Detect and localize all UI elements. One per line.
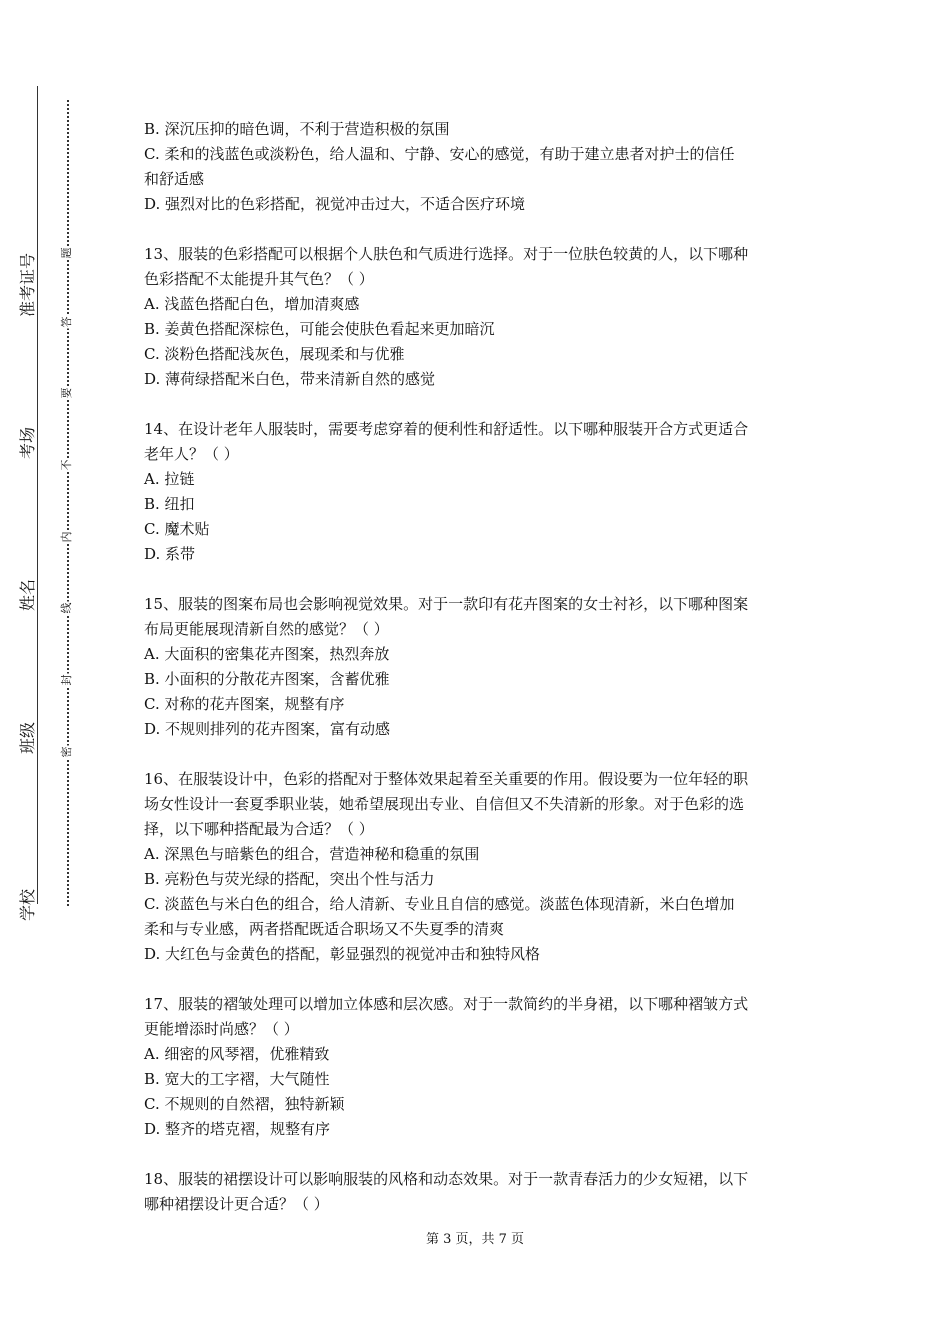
question-stem: 色彩搭配不太能提升其气色？（ ） bbox=[144, 270, 374, 288]
option-b: B. 纽扣 bbox=[144, 495, 195, 513]
option-b: B. 深沉压抑的暗色调，不利于营造积极的氛围 bbox=[144, 120, 450, 138]
question-13 bbox=[144, 242, 816, 392]
question-stem: 场女性设计一套夏季职业装，她希望展现出专业、自信但又不失清新的形象。对于色彩的选 bbox=[144, 795, 745, 813]
question-stem: 哪种裙摆设计更合适？（ ） bbox=[144, 1195, 329, 1213]
page-content bbox=[144, 117, 816, 1217]
seal-char-yao: 要 bbox=[60, 387, 73, 399]
seal-char-xian: 线 bbox=[60, 602, 73, 614]
option-c: C. 淡粉色搭配浅灰色，展现柔和与优雅 bbox=[144, 345, 405, 363]
option-d: D. 整齐的塔克褶，规整有序 bbox=[144, 1120, 331, 1138]
option-c: C. 淡蓝色与米白色的组合，给人清新、专业且自信的感觉。淡蓝色体现清新，米白色增加 bbox=[144, 895, 735, 913]
option-b: B. 宽大的工字褶，大气随性 bbox=[144, 1070, 330, 1088]
option-c-continued: 柔和与专业感，两者搭配既适合职场又不失夏季的清爽 bbox=[144, 920, 505, 938]
seal-char-mi: 密 bbox=[60, 746, 73, 758]
question-stem: 布局更能展现清新自然的感觉？（ ） bbox=[144, 620, 389, 638]
school-label: 学校 bbox=[18, 888, 37, 922]
option-c-continued: 和舒适感 bbox=[144, 170, 205, 188]
option-b: B. 亮粉色与荧光绿的搭配，突出个性与活力 bbox=[144, 870, 435, 888]
option-d: D. 不规则排列的花卉图案，富有动感 bbox=[144, 720, 391, 738]
seal-char-bu: 不 bbox=[60, 459, 73, 471]
seal-char-ti: 题 bbox=[60, 247, 73, 259]
exam-room-label: 考场 bbox=[18, 426, 37, 460]
seal-char-da: 答 bbox=[60, 316, 73, 328]
option-a: A. 细密的风琴褶，优雅精致 bbox=[144, 1045, 330, 1063]
question-stem: 16、在服装设计中，色彩的搭配对于整体效果起着至关重要的作用。假设要为一位年轻的职 bbox=[144, 770, 749, 788]
binding-margin-line bbox=[37, 86, 38, 904]
page-number: 第 3 页，共 7 页 bbox=[425, 1232, 525, 1247]
option-d: D. 薄荷绿搭配米白色，带来清新自然的感觉 bbox=[144, 370, 436, 388]
question-17 bbox=[144, 992, 816, 1142]
option-a: A. 深黑色与暗紫色的组合，营造神秘和稳重的氛围 bbox=[144, 845, 480, 863]
class-label: 班级 bbox=[18, 721, 37, 755]
question-12-continuation bbox=[144, 117, 816, 217]
seal-char-nei: 内 bbox=[60, 531, 73, 543]
question-stem: 老年人？（ ） bbox=[144, 445, 239, 463]
question-stem: 13、服装的色彩搭配可以根据个人肤色和气质进行选择。对于一位肤色较黄的人，以下哪种 bbox=[144, 245, 749, 263]
option-d: D. 强烈对比的色彩搭配，视觉冲击过大，不适合医疗环境 bbox=[144, 195, 526, 213]
question-stem: 更能增添时尚感？（ ） bbox=[144, 1020, 299, 1038]
question-15 bbox=[144, 592, 816, 742]
option-c: C. 柔和的浅蓝色或淡粉色，给人温和、宁静、安心的感觉，有助于建立患者对护士的信任 bbox=[144, 145, 735, 163]
option-c: C. 魔术贴 bbox=[144, 520, 210, 538]
option-d: D. 系带 bbox=[144, 545, 196, 563]
question-stem: 15、服装的图案布局也会影响视觉效果。对于一款印有花卉图案的女士衬衫，以下哪种图案 bbox=[144, 595, 749, 613]
option-a: A. 拉链 bbox=[144, 470, 195, 488]
question-stem: 17、服装的褶皱处理可以增加立体感和层次感。对于一款简约的半身裙，以下哪种褶皱方式 bbox=[144, 995, 749, 1013]
option-b: B. 姜黄色搭配深棕色，可能会使肤色看起来更加暗沉 bbox=[144, 320, 495, 338]
exam-number-label: 准考证号 bbox=[18, 252, 37, 318]
question-stem: 18、服装的裙摆设计可以影响服装的风格和动态效果。对于一款青春活力的少女短裙，以下 bbox=[144, 1170, 749, 1188]
question-stem: 14、在设计老年人服装时，需要考虑穿着的便利性和舒适性。以下哪种服装开合方式更适合 bbox=[144, 420, 749, 438]
option-a: A. 大面积的密集花卉图案，热烈奔放 bbox=[144, 645, 390, 663]
seal-dotted-line bbox=[67, 100, 69, 906]
question-18 bbox=[144, 1167, 816, 1217]
question-stem: 择，以下哪种搭配最为合适？（ ） bbox=[144, 820, 374, 838]
question-16 bbox=[144, 767, 816, 967]
option-d: D. 大红色与金黄色的搭配，彰显强烈的视觉冲击和独特风格 bbox=[144, 945, 541, 963]
option-c: C. 不规则的自然褶，独特新颖 bbox=[144, 1095, 345, 1113]
option-a: A. 浅蓝色搭配白色，增加清爽感 bbox=[144, 295, 360, 313]
option-b: B. 小面积的分散花卉图案，含蓄优雅 bbox=[144, 670, 390, 688]
name-label: 姓名 bbox=[18, 578, 37, 612]
option-c: C. 对称的花卉图案，规整有序 bbox=[144, 695, 345, 713]
seal-char-feng: 封 bbox=[60, 674, 73, 686]
question-14 bbox=[144, 417, 816, 567]
